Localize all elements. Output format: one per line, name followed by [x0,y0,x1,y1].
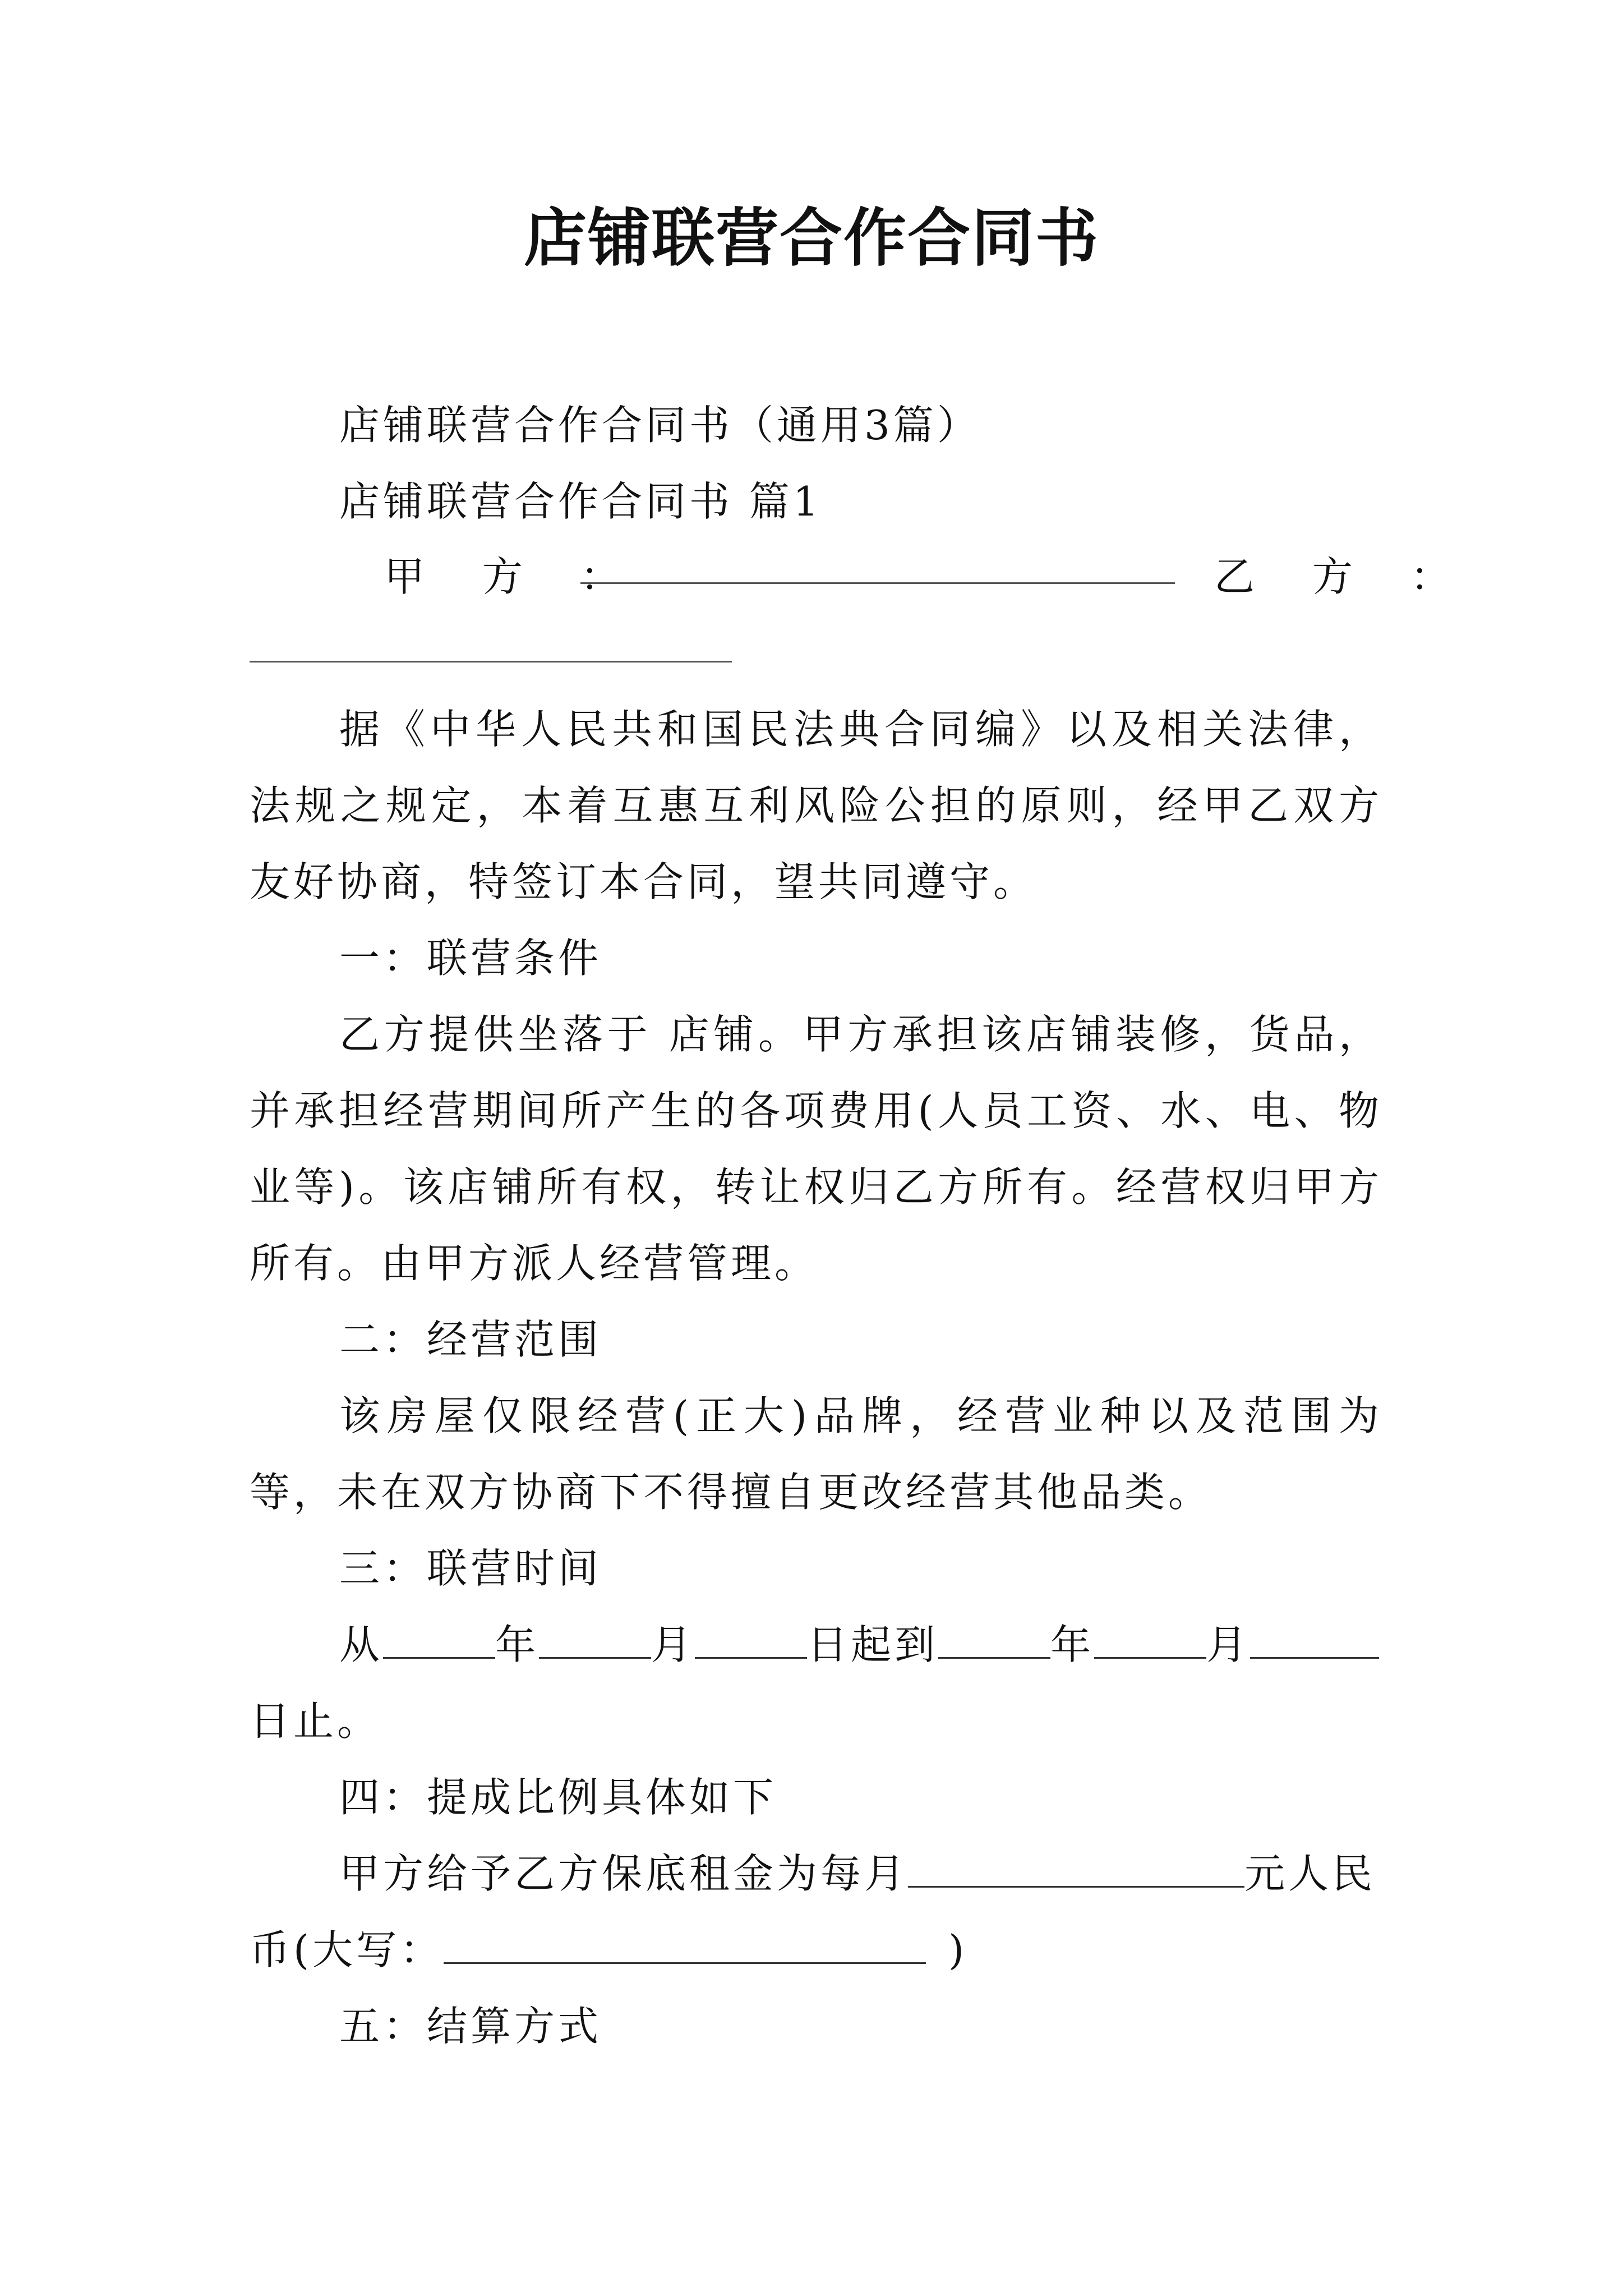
section5-heading: 五：结算方式 [339,2003,602,2050]
start-month-blank [539,1623,651,1659]
section4-rent-line [339,1835,1376,1912]
date-year-label: 年 [495,1621,540,1668]
party-a-label: 甲 方 ： [384,553,643,600]
currency-prefix: 币(大写： [250,1926,444,1973]
section4-currency-line [250,1912,967,1988]
end-year-blank [938,1623,1050,1659]
intro-paragraph: 据《中华人民共和国民法典合同编》以及相关法律，法规之规定，本着互惠互利风险公担的原则，经甲乙双方友好协商，特签订本合同，望共同遵守。 [250,706,1382,905]
section2-body: 该房屋仅限经营(正大)品牌，经营业种以及范围为等，未在双方协商下不得擅自更改经营其他品类。 [250,1392,1382,1516]
date-day-to-label: 日起到 [807,1621,939,1668]
document-subtitle: 店铺联营合作合同书（通用3篇） [339,402,981,449]
currency-words-blank [444,1929,926,1964]
section1-heading: 一：联营条件 [339,935,602,982]
currency-suffix: ) [948,1926,968,1973]
section2-heading: 二：经营范围 [339,1316,602,1363]
rent-amount-blank [908,1852,1244,1888]
date-from-label: 从 [339,1621,384,1668]
rent-unit: 元人民 [1244,1850,1376,1897]
date-end-label: 日止。 [250,1697,381,1745]
part-heading: 店铺联营合作合同书 篇1 [339,478,822,525]
date-month-label: 月 [651,1621,695,1668]
end-month-blank [1094,1623,1206,1659]
document-title: 店铺联营合作合同书 [524,201,1099,275]
party-b-label: 乙 方 ： [1214,553,1473,600]
end-day-blank [1250,1623,1379,1659]
date-end-year-label: 年 [1050,1621,1095,1668]
rent-prefix: 甲方给予乙方保底租金为每月 [339,1850,909,1897]
party-a-blank [580,582,1175,584]
date-end-month-label: 月 [1206,1621,1251,1668]
section3-heading: 三：联营时间 [339,1545,602,1592]
party-b-blank [250,661,732,662]
start-year-blank [383,1623,495,1659]
section4-heading: 四：提成比例具体如下 [339,1774,777,1821]
start-day-blank [695,1623,807,1659]
section3-date-line [339,1607,1379,1683]
section1-body: 乙方提供坐落于 店铺。甲方承担该店铺装修，货品，并承担经营期间所产生的各项费用(人员工资、水、电、物业等)。该店铺所有权，转让权归乙方所有。经营权归甲方所有。由甲方派人经营管理。 [250,1011,1382,1287]
